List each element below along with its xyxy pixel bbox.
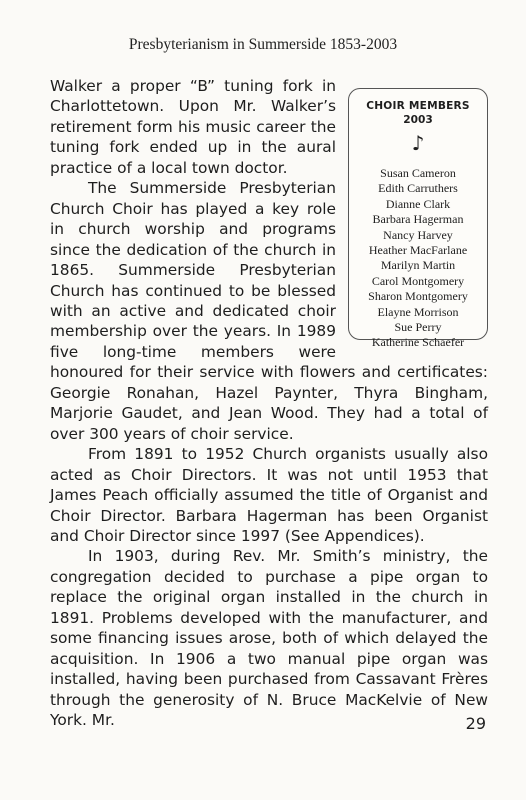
choir-members-box xyxy=(348,88,488,350)
music-note-icon: ♪ xyxy=(411,131,425,155)
paragraph: Walker a proper “B” tuning fork in Charlottetown. Upon Mr. Walker’s retirement form his music career the tuning fork ended up in the aural practice of a local town doctor. xyxy=(50,77,336,177)
choir-member: Sharon Montgomery xyxy=(368,289,468,304)
body-text xyxy=(50,76,488,731)
choir-member: Nancy Harvey xyxy=(383,227,453,242)
paragraph: From 1891 to 1952 Church organists usually also acted as Choir Directors. It was not until 1953 that James Peach officially assumed the title of Organist and Choir Director. Barbara Hagerman has been Organist and Choir Director since 1997 (See Appendices). xyxy=(50,445,488,545)
choir-member: Barbara Hagerman xyxy=(372,212,464,227)
choir-member: Elayne Morrison xyxy=(377,304,459,319)
choir-member: Susan Cameron xyxy=(380,166,456,180)
choir-member: Dianne Clark xyxy=(385,196,451,211)
choir-member: Carol Montgomery xyxy=(371,273,465,288)
choir-member: Katherine Schaefer xyxy=(371,335,465,350)
choir-member: Sue Perry xyxy=(394,320,442,335)
page-number: 29 xyxy=(465,714,486,733)
paragraph: The Summerside Presbyterian Church Choir has played a key role in church worship and programs since the dedication of the church in 1865. Summerside Presbyterian Church has continued to be blessed with an active and dedicated choir membership over the years. In 1989 five long-time members were honoured for their service with flowers and certificates: Georgie Ronahan, Hazel Paynter, Thyra Bingham, Marjorie Gaudet, and Jean Wood. They had a total of over 300 years of choir service. xyxy=(50,179,488,443)
choir-member: Heather MacFarlane xyxy=(368,243,468,258)
choir-box-year: 2003 xyxy=(403,114,433,126)
running-header: Presbyterianism in Summerside 1853-2003 xyxy=(128,36,398,53)
paragraph: In 1903, during Rev. Mr. Smith’s ministry, the congregation decided to purchase a pipe organ to replace the original organ installed in the church in 1891. Problems developed with the manufacturer, and some financing issues arose, both of which delayed the acquisition. In 1906 a two manual pipe organ was installed, having been purchased from Cassavant Frères through the generosity of N. Bruce MacKelvie of New York. Mr. xyxy=(50,547,488,730)
choir-box-title: CHOIR MEMBERS xyxy=(366,100,470,112)
choir-member: Edith Carruthers xyxy=(378,181,458,196)
choir-member: Marilyn Martin xyxy=(380,258,456,273)
choir-member-list xyxy=(351,166,485,351)
